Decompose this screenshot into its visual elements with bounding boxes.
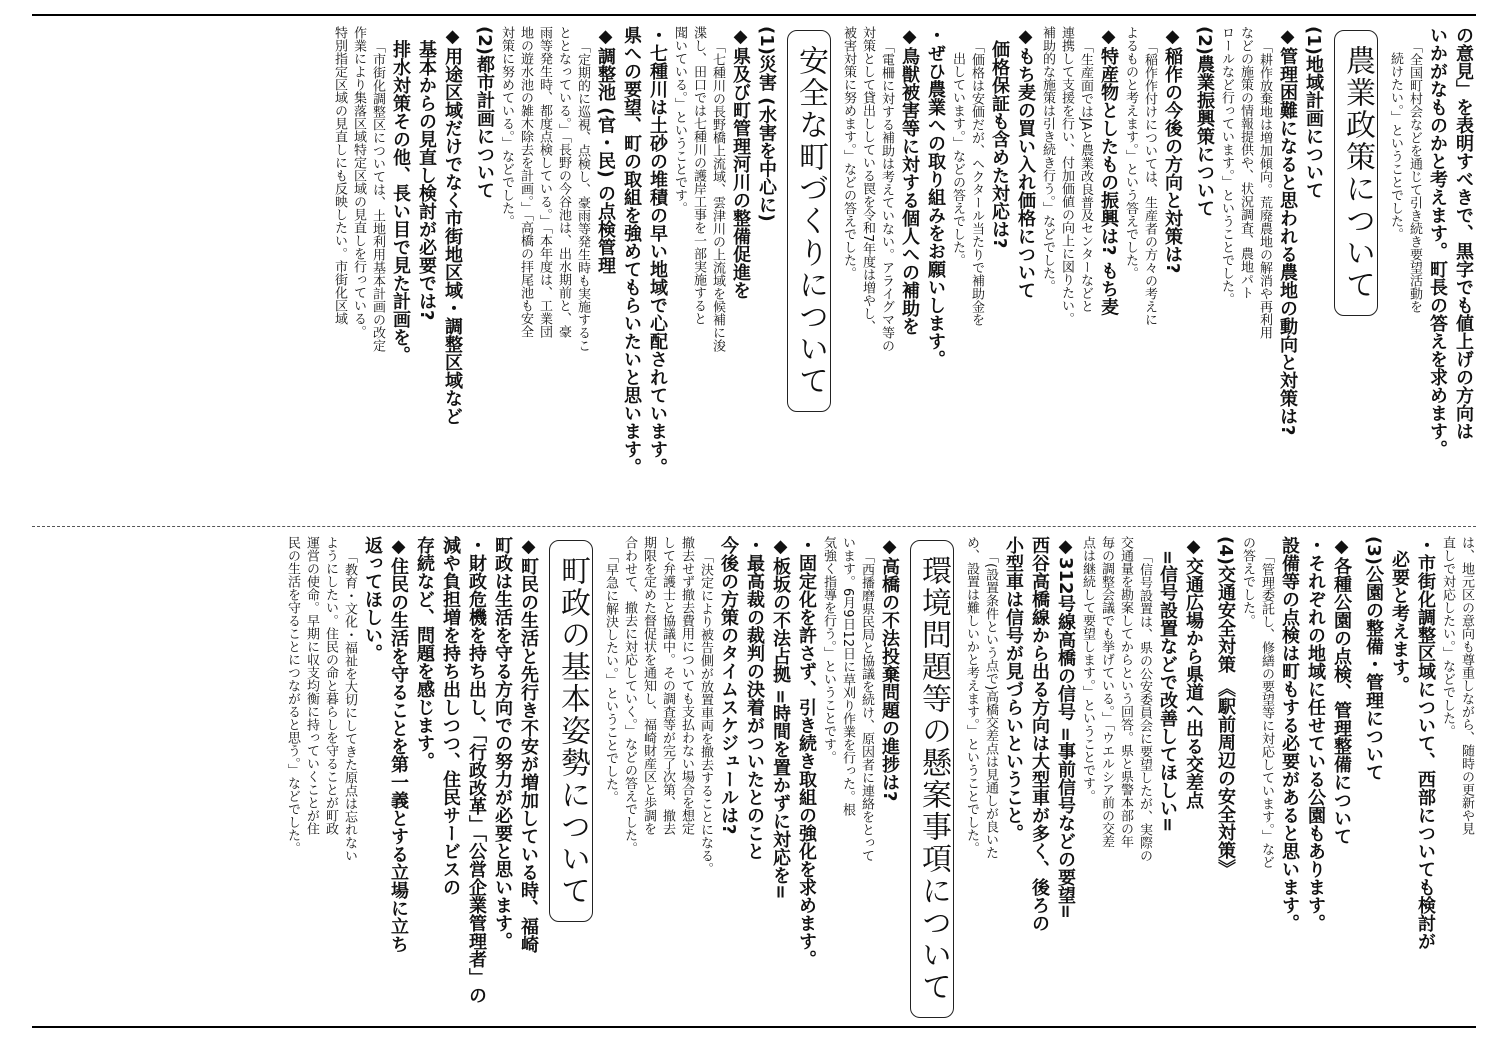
upper-columns (330, 26, 1476, 520)
answer-line: 対策として貸出ししている罠を令和7年度は増やし、 (860, 26, 875, 334)
question: ◆住民の生活を守ることを第一義とする立場に立ち (388, 536, 409, 953)
answer-line: 撤去せず撤去費用についても支払わない場合を想定 (679, 536, 694, 835)
answer-line: 「電柵に対する補助は考えていない。アライグマ等の (879, 40, 894, 352)
comment: 今後の方策のタイムスケジュールは? (718, 536, 739, 835)
answer-line: 「早急に解決したい。」ということでした。 (603, 550, 618, 804)
answer-line: 「七種川の長野橋上流域、雲津川の上流域を候補に浚 (710, 40, 725, 352)
answer-line: 民の生活を守ることにつながると思う。」などでした。 (285, 536, 300, 855)
answer-line: 連携して支援を行い、付加価値の向上に図りたい。 (1059, 26, 1074, 325)
question: ◆稲作の今後の方向と対策は? (1162, 26, 1183, 274)
comment: ・市街化調整区域について、西部についても検討が (1415, 536, 1436, 950)
answer-line: 「耕作放棄地は増加傾向。荒廃農地の解消や再利用 (1257, 40, 1272, 339)
question: ◆管理困難になると思われる農地の動向と対策は? (1277, 26, 1298, 436)
question: 価格保証も含めた対応は? (989, 40, 1010, 249)
question: 返ってほしい。 (362, 536, 383, 662)
intro-line: の意見」を表明すべきで、黒字でも値上げの方向は (1453, 26, 1474, 440)
question: ◆高橋の不法投棄問題の進捗は? (879, 536, 900, 802)
answer-line: 運営の使命。早期に収支均衡に持っていくことが住 (304, 536, 319, 835)
answer-line: 「価格は安価だが、ヘクタール当たりで補助金を (969, 40, 984, 326)
answer-line: 「信号設置は、県の公安委員会に要望したが、実際の (1137, 550, 1152, 862)
upper-panel (32, 26, 1476, 520)
intro-line: いかがなものかと考えます。町長の答えを求めます。 (1427, 26, 1448, 458)
subsection-heading: (1)災害 (水害を中心に) (756, 26, 777, 222)
section-title-agriculture: 農業政策について (1334, 30, 1378, 316)
answer-line: 対策に努めている。」などでした。 (499, 26, 514, 228)
comment: ・固定化を許さず、引き続き取組の強化を求めます。 (796, 536, 817, 968)
answer-line: 地の遊水池の雑木除去を計画。」「高橋の拝尾池も安全 (518, 26, 533, 338)
question: =信号設置などで改善してほしい= (1157, 550, 1178, 833)
answer-line: います。6月9日12日に草刈り作業を行った。根 (840, 536, 855, 817)
question: ◆板坂の不法占拠 =時間を置かずに対応を= (770, 536, 791, 900)
question: ◆312号線高橋の信号 =事前信号などの要望= (1055, 536, 1076, 920)
answer-line: 被害対策に努めます。」などの答えでした。 (841, 26, 856, 280)
answer-line: は、地元区の意向も尊重しながら、随時の更新や見 (1459, 536, 1474, 835)
answer-line: 「定期的に巡視、点検し、豪雨等発生時も実施するこ (575, 40, 590, 352)
answer-line: 「管理委託し、修繕の要望等に対応しています。」など (1259, 550, 1274, 869)
comment: ・ぜひ農業への取り組みをお願いします。 (925, 26, 946, 368)
subsection-heading: (1)地域計画について (1303, 26, 1324, 199)
middle-dashed-rule (32, 526, 1476, 527)
answer-line: 「生産面ではJAと農業改良普及センターなどと (1078, 40, 1093, 313)
question: ◆鳥獣被害等に対する個人への補助を (899, 26, 920, 335)
answer-line: ととなっている。」「長野の今谷池は、出水期前と、豪 (556, 26, 571, 338)
subsection-heading: (4)交通安全対策 《駅前周辺の安全対策》 (1215, 536, 1236, 878)
answer-line: 出しています。」などの答えでした。 (950, 52, 965, 267)
comment: 存続など、問題を感じます。 (414, 536, 435, 770)
answer-line: 「西播磨県民局と協議を続け、原因者に連絡をとって (859, 550, 874, 862)
answer-line: の答えでした。 (1240, 536, 1255, 627)
answer-line: よるものと考えます。」という答えでした。 (1123, 26, 1138, 280)
answer-line: 点は継続して要望します。」ということです。 (1080, 536, 1095, 803)
lower-columns (283, 536, 1476, 1020)
answer-line: して弁護士と協議中。その調査等が完了次第、撤去 (660, 536, 675, 835)
question: ◆県及び町管理河川の整備促進を (730, 26, 751, 299)
comment: 設備等の点検は町もする必要があると思います。 (1279, 536, 1300, 932)
answer-line: 「教育・文化・福祉を大切にしてきた原点は忘れない (342, 550, 357, 862)
answer-line: め、設置は難しいかと考えます。」ということでした。 (964, 536, 979, 855)
answer-line: 毎の調整会議でも挙げている。」「ウエルシア前の交差 (1099, 536, 1114, 848)
comment: ・財政危機を持ち出し、「行政改革」「公営企業管理者」の (466, 536, 487, 1004)
section-title-governance: 町政の基本姿勢について (549, 540, 593, 922)
answer-line: ようにしたい。住民の命と暮らしを守ることが町政 (323, 536, 338, 835)
answer-line: 渫し、田口では七種川の護岸工事を一部実施すると (691, 26, 706, 325)
question: 西谷高橋線から出る方向は大型車が多く、後ろの (1029, 536, 1050, 932)
answer-line: などの施策の情報提供や、状況調査、農地パト (1238, 26, 1253, 299)
subsection-heading: (2)都市計画について (474, 26, 495, 199)
answer-line: 期限を定めた督促状を通知し、福崎財産区と歩調を (641, 536, 656, 835)
intro-answer: 「全国町村会などを通じて引き続き要望活動を (1407, 40, 1422, 313)
question: ◆特産物としたもの振興は? もち麦 (1098, 26, 1119, 316)
answer-line: ロールなど行っています。」ということでした。 (1219, 26, 1234, 306)
lower-panel (32, 536, 1476, 1020)
intro-answer: 続けたい。」ということでした。 (1388, 52, 1403, 241)
answer-line: 聞いている。」ということです。 (672, 26, 687, 215)
comment: 減や負担増を持ち出しつつ、住民サービスの (440, 536, 461, 896)
bottom-rule (32, 1026, 1476, 1028)
subsection-heading: (3)公園の整備・管理について (1363, 536, 1384, 781)
subsection-heading: (2)農業振興策について (1194, 26, 1215, 217)
answer-line: 気強く指導を行う。」ということです。 (821, 536, 836, 764)
question: ◆調整池 (官・民) の点検管理 (595, 26, 616, 274)
question: 町政は生活を守る方向での努力が必要と思います。 (492, 536, 513, 950)
question: 基本からの見直し検討が必要では? (416, 40, 437, 321)
answer-line: 雨等発生時、都度点検している。」「本年度は、工業団 (537, 26, 552, 338)
comment: ・それぞれの地域に任せている公園もあります。 (1305, 536, 1326, 932)
answer-line: 補助的な施策は引き続き行う。」などでした。 (1040, 26, 1055, 293)
section-title-environment: 環境問題等の懸案事項について (910, 540, 954, 1018)
answer-line: 作業により集落区域特定区域の見直しを行っている。 (351, 26, 366, 338)
answer-line: 「決定により被告側が放置車両を撤去することになる。 (698, 550, 713, 875)
question: 排水対策その他、長い目で見た計画を。 (390, 40, 411, 364)
question: ◆用途区域だけでなく市街地区域・調整区域など (442, 26, 463, 425)
question: ◆交通広場から県道へ出る交差点 (1183, 536, 1204, 809)
question: ◆もち麦の買い入れ価格について (1015, 26, 1036, 299)
question: ◆各種公園の点検、管理整備について (1331, 536, 1352, 845)
answer-line: 直しで対応したい。」などでした。 (1440, 536, 1455, 738)
question: ◆町民の生活と先行き不安が増加している時、福崎 (518, 536, 539, 953)
comment: ・七種川は土砂の堆積の早い地域で心配されています。 (647, 26, 668, 476)
answer-line: 「市街化調整区については、土地利用基本計画の改定 (370, 40, 385, 352)
answer-line: 特別指定区域の見直しにも反映したい。市街化区域 (332, 26, 347, 325)
top-rule (32, 14, 1476, 16)
comment: ・最高裁の裁判の決着がついたとのこと (744, 536, 765, 860)
comment: 県への要望、町の取組を強めてもらいたいと思います。 (621, 26, 642, 476)
section-title-safety: 安全な町づくりについて (787, 30, 831, 412)
answer-line: 合わせて、撤去に対応していく。」などの答えでした。 (622, 536, 637, 855)
answer-line: 交通量を勘案してからという回答。県と県警本部の年 (1118, 536, 1133, 848)
answer-line: 「稲作作付けについては、生産者の方々の考えに (1142, 40, 1157, 326)
answer-line: 「(設置条件という点で)高橋交差点は見通しが良いた (983, 550, 998, 860)
question: 小型車は信号が見づらいということ。 (1003, 536, 1024, 842)
comment: 必要と考えます。 (1389, 550, 1410, 694)
